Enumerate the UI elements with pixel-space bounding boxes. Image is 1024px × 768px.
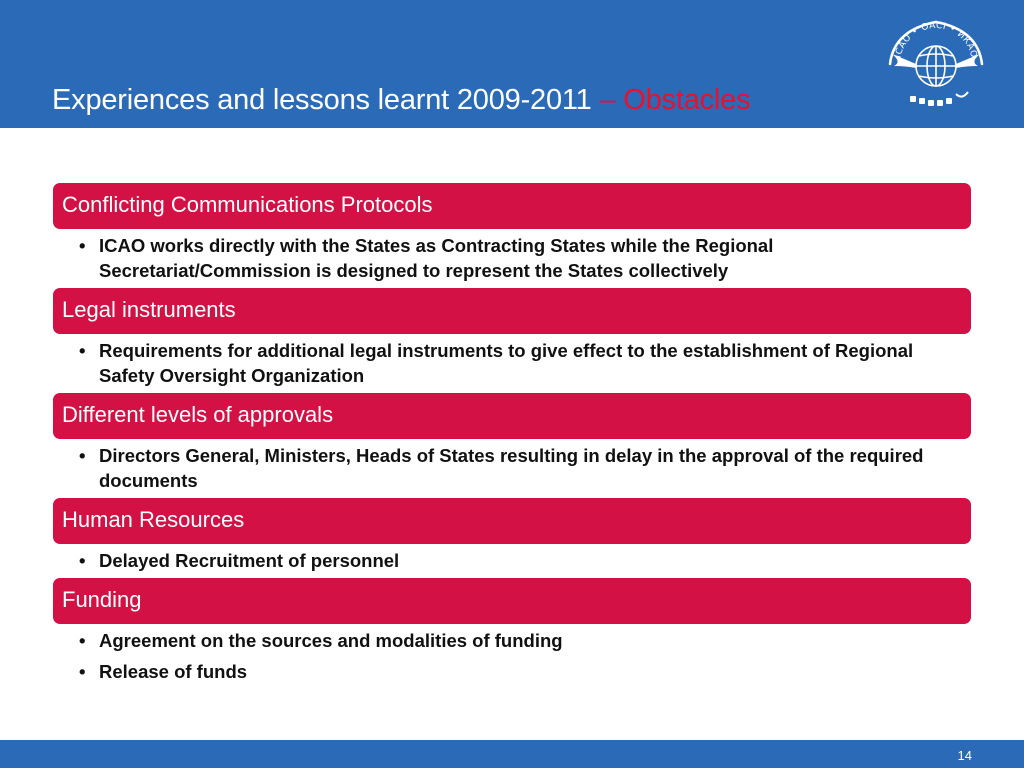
bullet-text: ICAO works directly with the States as Contracting States while the Regional Secretariat/Commission is designed to represent the States collectively bbox=[99, 235, 774, 281]
bullet-icon: • bbox=[79, 630, 86, 651]
section-human-resources bbox=[53, 498, 971, 578]
list-item bbox=[79, 548, 971, 573]
section-heading: Conflicting Communications Protocols bbox=[53, 183, 971, 229]
title-dash: – bbox=[599, 84, 616, 116]
globe-icon bbox=[916, 46, 956, 86]
section-different-levels-of-approvals bbox=[53, 393, 971, 498]
list-item bbox=[79, 628, 971, 653]
header-bar bbox=[0, 0, 1024, 128]
bullet-list bbox=[53, 544, 971, 578]
bullet-text: Agreement on the sources and modalities of funding bbox=[99, 630, 563, 651]
list-item bbox=[79, 338, 971, 388]
slide-title bbox=[52, 84, 750, 117]
section-heading: Different levels of approvals bbox=[53, 393, 971, 439]
bullet-icon: • bbox=[79, 445, 86, 466]
bullet-icon: • bbox=[79, 340, 86, 361]
bullet-text: Release of funds bbox=[99, 661, 248, 682]
bullet-text: Directors General, Ministers, Heads of States resulting in delay in the approval of the required documents bbox=[99, 445, 924, 491]
bullet-text: Requirements for additional legal instruments to give effect to the establishment of Regional Safety Oversight Organization bbox=[99, 340, 914, 386]
bullet-list bbox=[53, 624, 971, 689]
footer-bar bbox=[0, 740, 1024, 768]
title-accent: Obstacles bbox=[623, 84, 751, 116]
bullet-list bbox=[53, 229, 971, 288]
list-item bbox=[79, 233, 971, 283]
bullet-icon: • bbox=[79, 550, 86, 571]
section-funding bbox=[53, 578, 971, 689]
logo-lettering: ICAO • OACI • ИКАО bbox=[893, 20, 979, 60]
section-conflicting-communications bbox=[53, 183, 971, 288]
section-heading: Human Resources bbox=[53, 498, 971, 544]
bullet-icon: • bbox=[79, 661, 86, 682]
page-number: 14 bbox=[957, 748, 972, 763]
bullet-list bbox=[53, 439, 971, 498]
section-heading: Legal instruments bbox=[53, 288, 971, 334]
bullet-list bbox=[53, 334, 971, 393]
bottom-lettering-icon bbox=[910, 92, 968, 106]
list-item bbox=[79, 659, 971, 684]
bullet-icon: • bbox=[79, 235, 86, 256]
bullet-text: Delayed Recruitment of personnel bbox=[99, 550, 400, 571]
section-legal-instruments bbox=[53, 288, 971, 393]
title-main: Experiences and lessons learnt 2009-2011 bbox=[52, 84, 592, 116]
section-heading: Funding bbox=[53, 578, 971, 624]
icao-logo bbox=[880, 8, 992, 120]
list-item bbox=[79, 443, 971, 493]
content-area bbox=[53, 183, 971, 689]
